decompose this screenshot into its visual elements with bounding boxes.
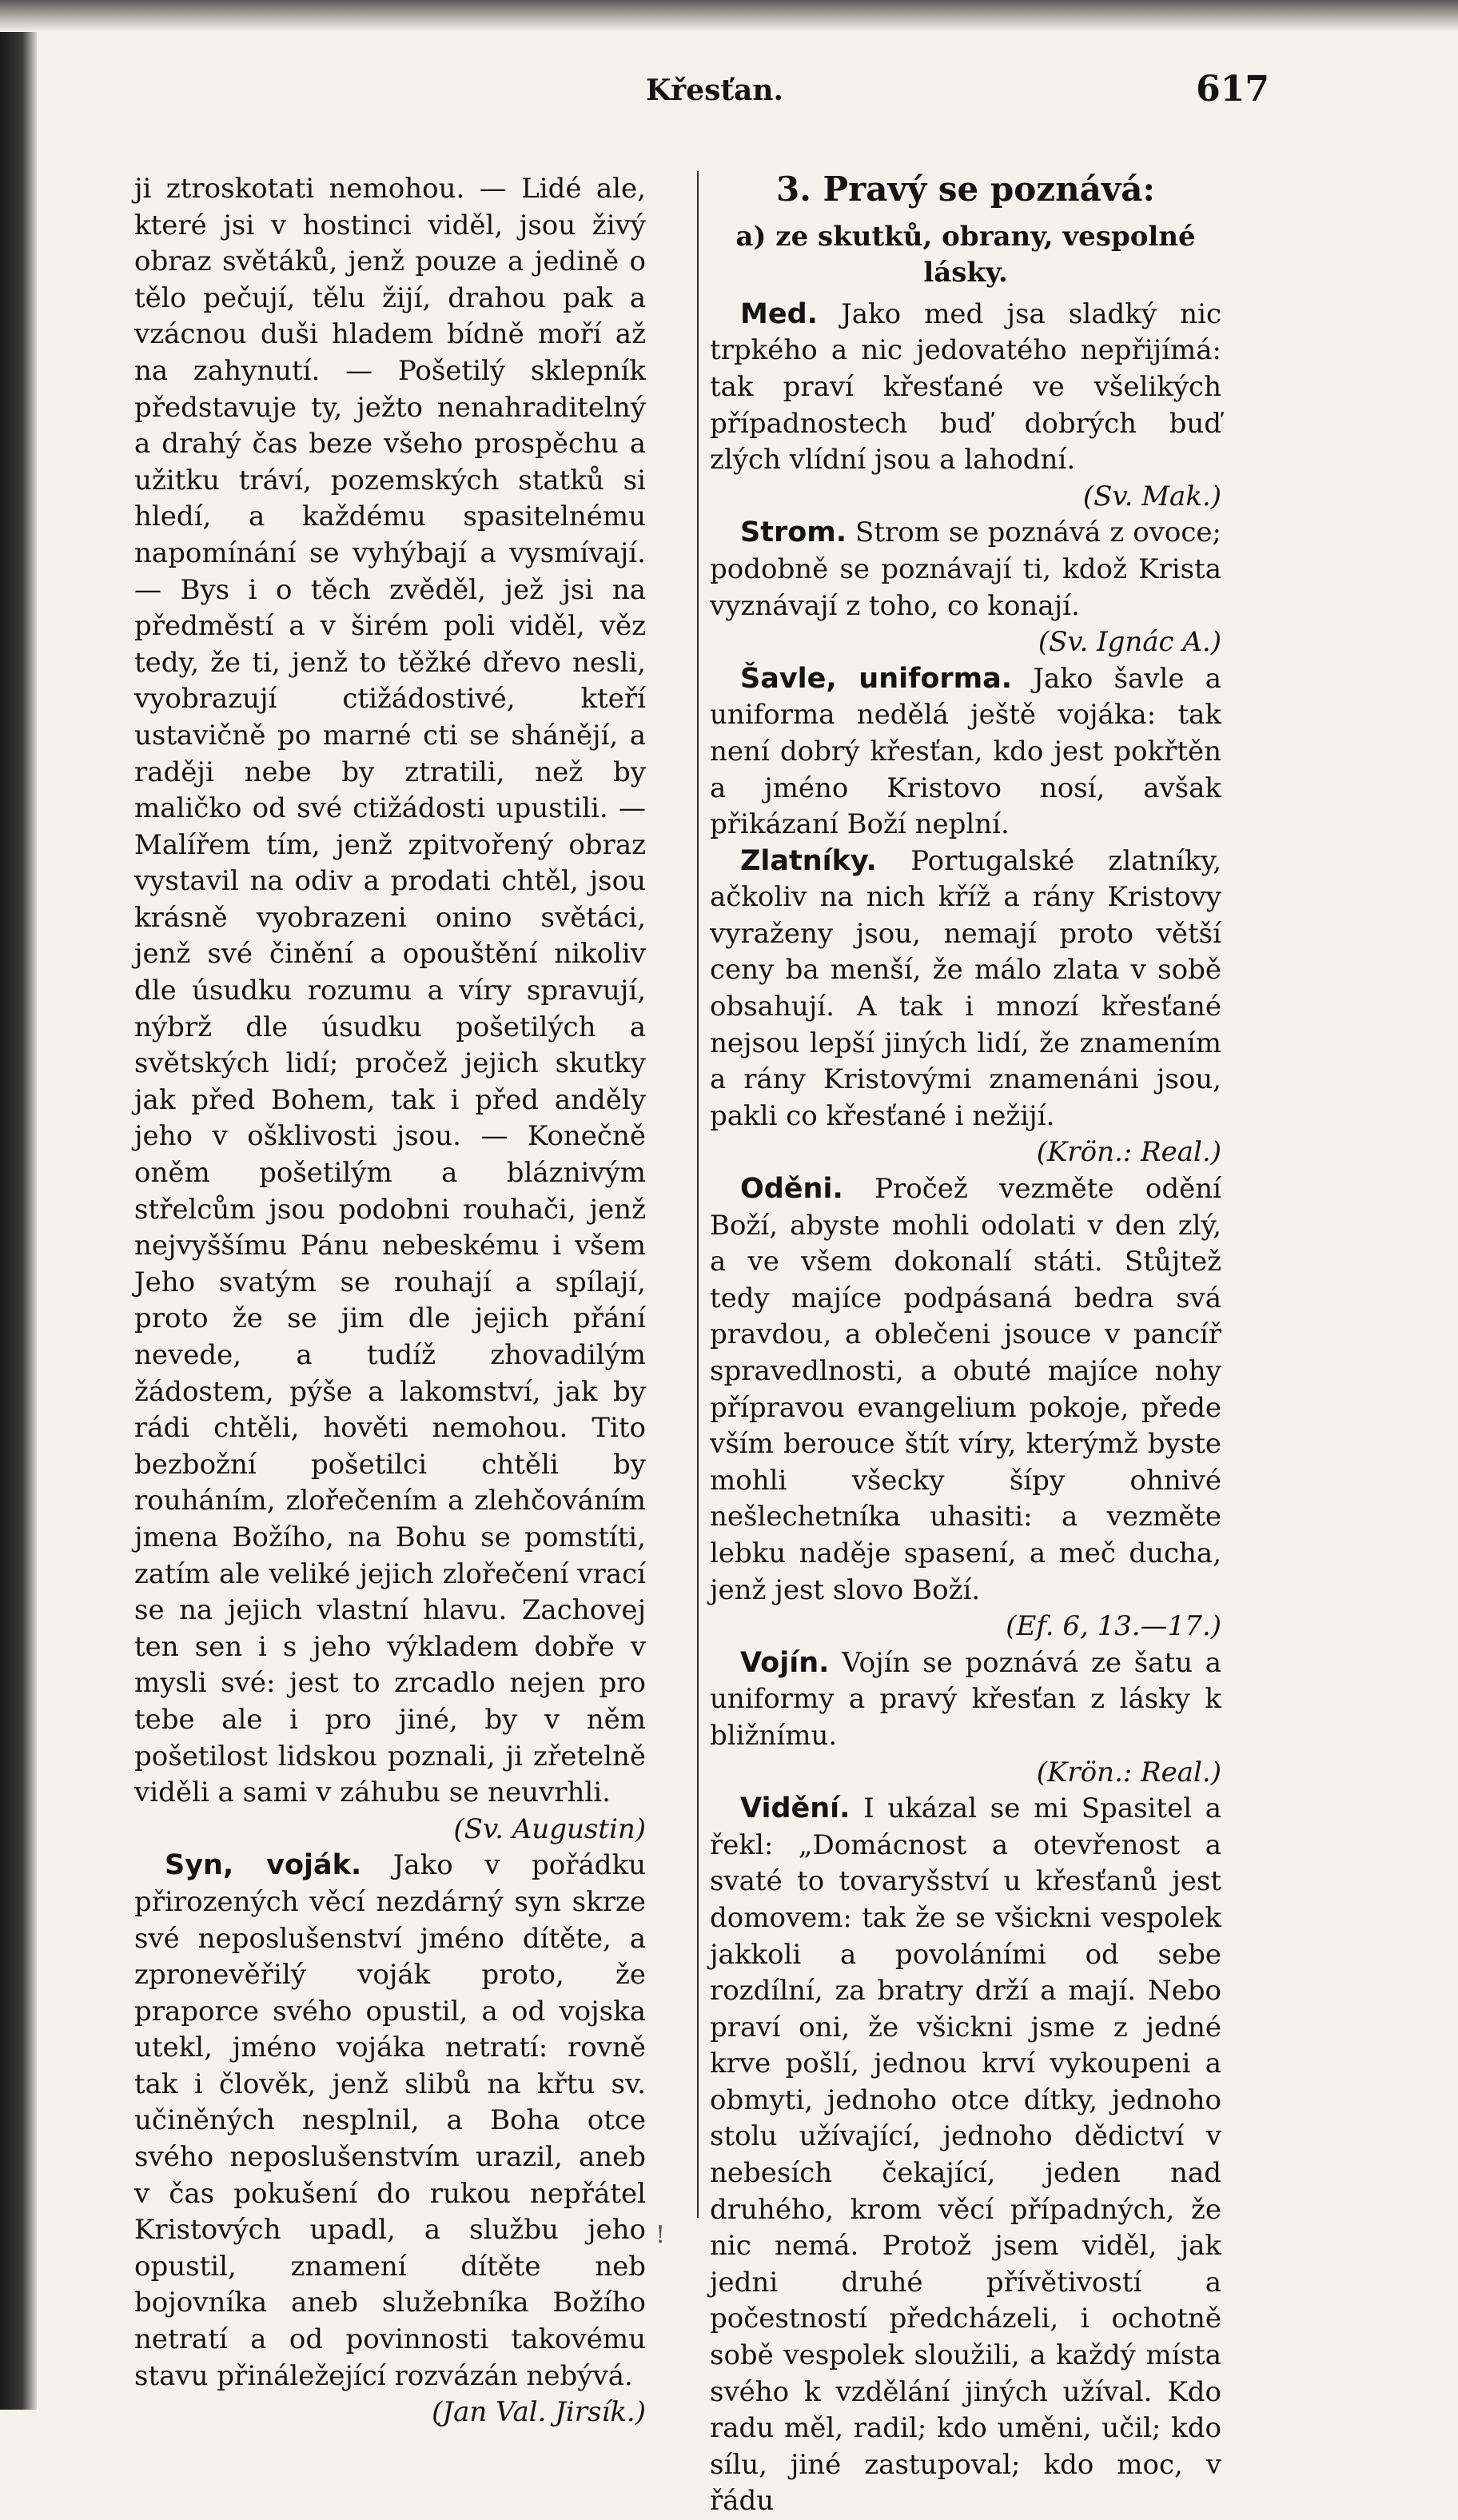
entry-strom-text: Strom se poznává z ovoce; podobně se poznávají ti, kdož Krista vyznávají z toho, co konají.	[710, 516, 1221, 622]
entry-vojin-text: Vojín se poznává ze šatu a uniformy a pravý křesťan z lásky k bližnímu.	[710, 1646, 1221, 1752]
source-ignac: (Sv. Ignác A.)	[1038, 626, 1221, 659]
entry-odeni	[710, 1171, 1221, 1609]
column-divider	[697, 171, 699, 2218]
source-augustin: (Sv. Augustin)	[453, 1812, 646, 1845]
running-title: Křesťan.	[646, 74, 784, 107]
source-kron-2: (Krön.: Real.)	[1036, 1756, 1221, 1788]
entry-zlatniky-text: Portugalské zlatníky, ačkoliv na nich kříž a rány Kristovy vyraženy jsou, nemají proto větší ceny ba menší, že málo zlata v sobě obsahují. A tak i mnozí křesťané nejsou lepší jiných lidí, že znamením a rány Kristovými znamenáni jsou, pakli co křesťané i nežijí.	[710, 844, 1221, 1132]
source-jirsik: (Jan Val. Jirsík.)	[432, 2396, 646, 2429]
right-column	[710, 171, 1221, 2520]
section-title: 3. Pravý se poznává:	[776, 169, 1155, 209]
keyword-videni: Vidění.	[740, 1792, 850, 1825]
keyword-strom: Strom.	[740, 516, 847, 549]
page-header	[134, 69, 1269, 122]
page-top-shadow	[0, 0, 1458, 32]
source-kron-1: (Krön.: Real.)	[1036, 1136, 1221, 1169]
paragraph-syn-vojak-text: Jako v pořádku přirozených věcí nezdárný syn skrze své neposlušenství jméno dítěte, a zpronevěřilý voják proto, že praporce svého opustil, a od vojska utekl, jméno vojáka netratí: rovně tak i člověk, jenž slibů na křtu sv. učiněných nesplnil, a Boha otce svého neposlušenstvím urazil, aneb v čas pokušení do rukou nepřátel Kristových upadl, a službu jeho opustil, znamení dítěte neb bojovníka aneb služebníka Božího netratí a od povinnosti takovému stavu přináležející rozvázán nebývá.	[134, 1849, 646, 2392]
entry-strom	[710, 515, 1221, 624]
keyword-savle: Šavle, uniforma.	[740, 662, 1013, 695]
source-mak: (Sv. Mak.)	[1082, 480, 1221, 512]
entry-videni	[710, 1791, 1221, 2520]
paragraph-syn-vojak	[134, 1848, 646, 2394]
page-number: 617	[1196, 69, 1269, 110]
stray-print-mark: !	[655, 2221, 666, 2249]
subsection-title: a) ze skutků, obrany, vespolné lásky.	[735, 220, 1196, 289]
left-column	[134, 171, 646, 2431]
keyword-med: Med.	[740, 297, 818, 330]
keyword-syn-vojak: Syn, voják.	[165, 1849, 362, 1882]
keyword-vojin: Vojín.	[740, 1646, 830, 1679]
entry-zlatniky	[710, 843, 1221, 1135]
entry-med	[710, 297, 1221, 479]
source-efezskym: (Ef. 6, 13.—17.)	[1006, 1610, 1221, 1643]
paragraph-dream-explanation: ji ztroskotati nemohou. — Lidé ale, které jsi v hostinci viděl, jsou živý obraz světáků, jenž pouze a jedině o tělo pečují, tělu žijí, drahou pak a vzácnou duši hladem bídně moří až na zahynutí. — Pošetilý sklepník představuje ty, ježto nenahraditelný a drahý čas beze všeho prospěchu a užitku tráví, pozemských statků si hledí, a každému spasitelnému napomínání se vyhýbají a vysmívají. — Bys i o těch zvěděl, jež jsi na předměstí a v širém poli viděl, věz tedy, že ti, jenž to těžké dřevo nesli, vyobrazují ctižádostivé, kteří ustavičně po marné cti se shánějí, a raději nebe by ztratili, než by maličko od své ctižádosti upustili. — Malířem tím, jenž zpitvořený obraz vystavil na odiv a prodati chtěl, jsou krásně vyobrazeni onino světáci, jenž své činění a opouštění nikoliv dle úsudku rozumu a víry spravují, nýbrž dle úsudku pošetilých a světských lidí; pročež jejich skutky jak před Bohem, tak i před anděly jeho v ošklivosti jsou. — Konečně oněm pošetilým a bláznivým střelcům jsou podobni rouhači, jenž nejvyššímu Pánu nebeskému i všem Jeho svatým se rouhají a spílají, proto že se jim dle jejich přání nevede, a tudíž zhovadilým žádostem, pýše a lakomství, jak by rádi chtěli, hověti nemohou. Tito bezbožní pošetilci chtěli by rouháním, zlořečením a zlehčováním jmena Božího, na Bohu se pomstíti, zatím ale veliké jejich zlořečení vrací se na jejich vlastní hlavu. Zachovej ten sen i s jeho výkladem dobře v mysli své: jest to zrcadlo nejen pro tebe ale i pro jiné, by v něm pošetilost lidskou poznali, ji zřetelně viděli a sami v záhubu se neuvrhli.	[134, 173, 646, 1809]
entry-odeni-text: Pročež vezměte odění Boží, abyste mohli odolati v den zlý, a ve všem dokonalí státi. Stůjtež tedy majíce podpásaná bedra svá pravdou, a oblečeni jsouce v pancíř spravedlnosti, a obuté majíce nohy přípravou evangelium pokoje, přede vším berouce štít víry, kterýmž byste mohli všecky šípy ohnivé nešlechetníka uhasiti: a vezměte lebku naděje spasení, a meč ducha, jenž jest slovo Boží.	[710, 1173, 1222, 1606]
entry-savle-text: Jako šavle a uniforma nedělá ještě vojáka: tak není dobrý křesťan, kdo jest pokřtěn a jméno Kristovo nosí, avšak přikázaní Boží neplní.	[710, 662, 1222, 841]
entry-videni-text: I ukázal se mi Spasitel a řekl: „Domácnost a otevřenost a svaté to tovaryšství u křesťanů jest domovem: tak že se všickni vespolek jakkoli a povoláními od sebe rozdílní, za bratry drží a mají. Nebo praví oni, že všickni jsme z jedné krve pošlí, jednou krví vykoupeni a obmyti, jednoho otce dítky, jednoho stolu užívající, jednoho dědictví v nebesích čekající, jeden nad druhého, krom věcí případných, že nic nemá. Protož jsem viděl, jak jedni druhé přívětivostí a počestností předcházeli, i ochotně sobě vespolek sloužili, a každý místa svého k vzdělání jiných užíval. Kdo radu měl, radil; kdo uměni, učil; kdo sílu, jiné zastupoval; kdo moc, v řádu	[710, 1792, 1221, 2518]
entry-savle	[710, 661, 1221, 843]
entry-vojin	[710, 1645, 1221, 1755]
entry-med-text: Jako med jsa sladký nic trpkého a nic jedovatého nepřijímá: tak praví křesťané ve všelikých případnostech buď dobrých buď zlých vlídní jsou a lahodní.	[710, 297, 1221, 476]
keyword-zlatniky: Zlatníky.	[740, 844, 877, 877]
page-spine-shadow	[0, 0, 37, 2410]
keyword-odeni: Oděni.	[740, 1173, 843, 1206]
